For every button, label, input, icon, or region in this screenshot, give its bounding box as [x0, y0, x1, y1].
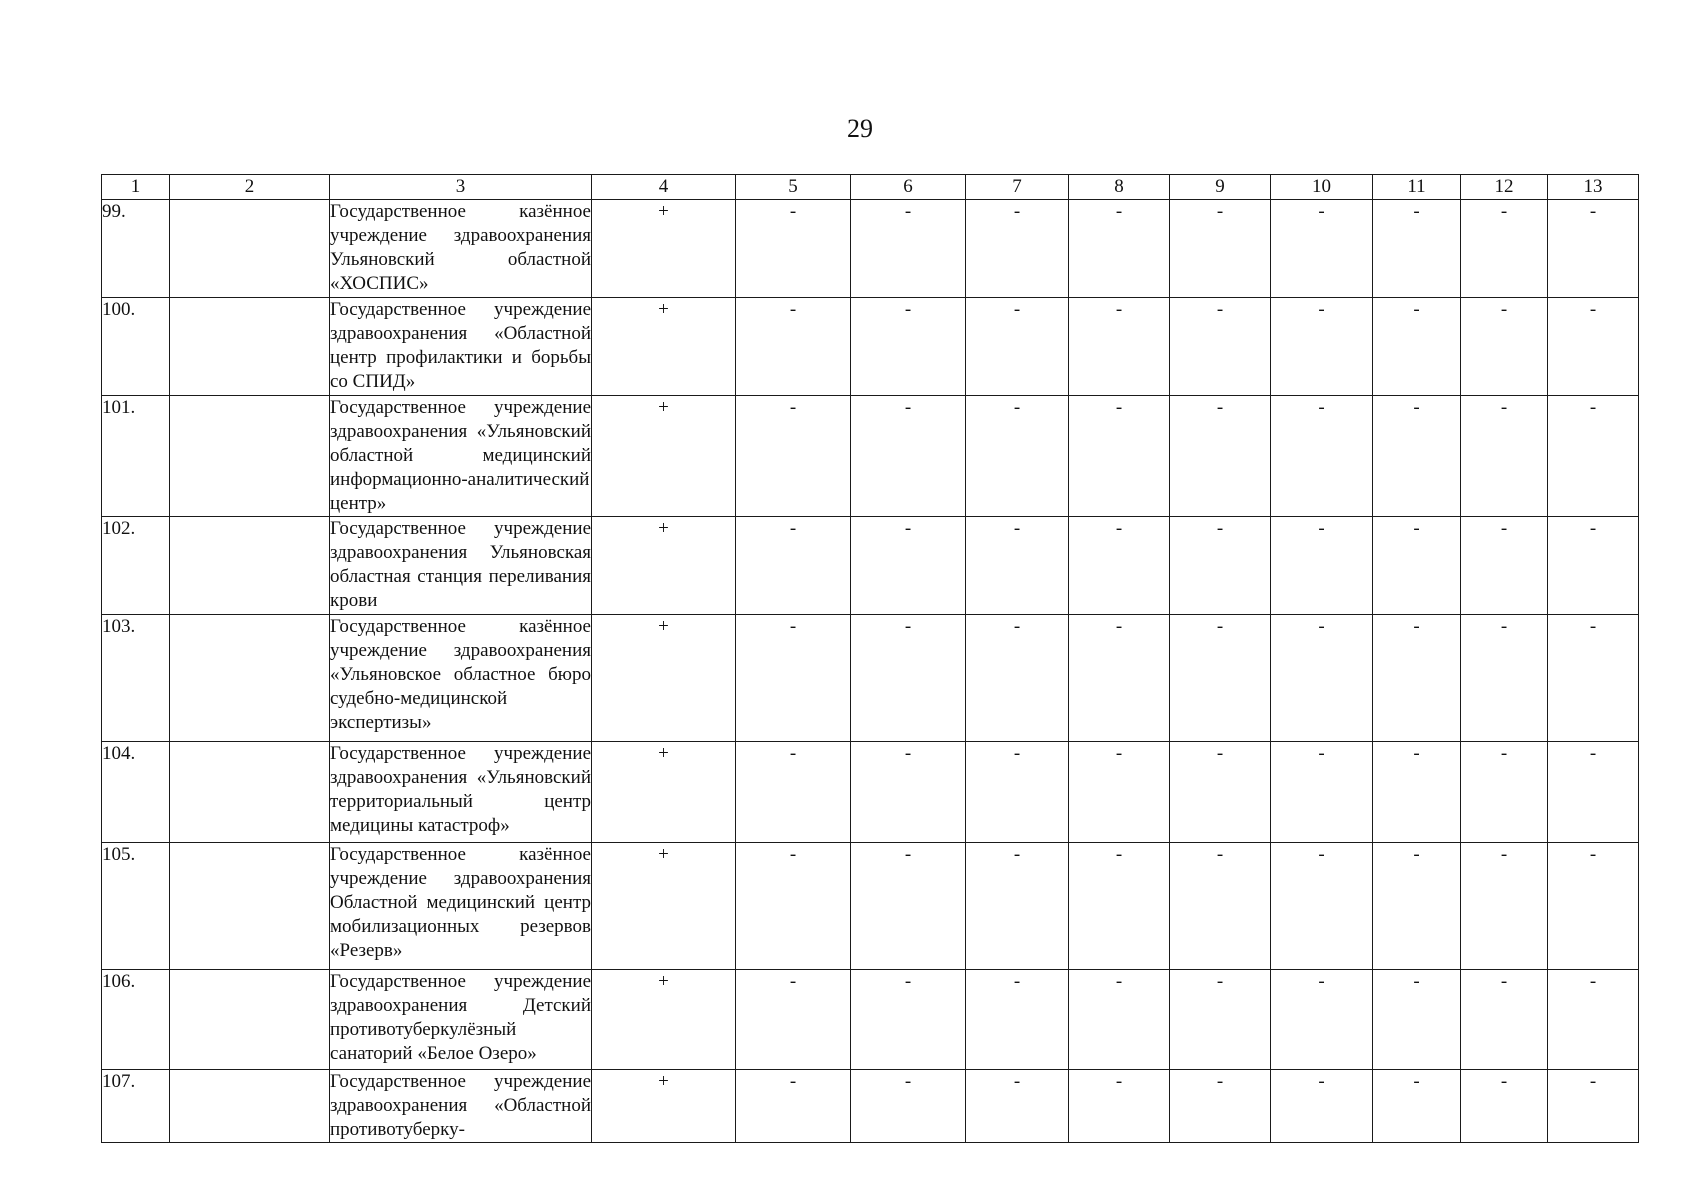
mark-cell: -	[851, 742, 966, 843]
mark-cell: -	[1461, 1070, 1548, 1143]
mark-cell: -	[1548, 1070, 1639, 1143]
row-number: 105.	[102, 843, 170, 970]
mark-cell: -	[1271, 615, 1373, 742]
row-number: 106.	[102, 970, 170, 1070]
col2-cell	[170, 843, 330, 970]
mark-cell: +	[592, 1070, 736, 1143]
mark-cell: -	[1069, 396, 1170, 517]
col2-cell	[170, 396, 330, 517]
mark-cell: +	[592, 200, 736, 298]
mark-cell: -	[1170, 843, 1271, 970]
col2-cell	[170, 970, 330, 1070]
mark-cell: +	[592, 970, 736, 1070]
mark-cell: -	[1170, 1070, 1271, 1143]
row-number: 100.	[102, 298, 170, 396]
mark-cell: -	[1271, 396, 1373, 517]
mark-cell: +	[592, 298, 736, 396]
mark-cell: +	[592, 843, 736, 970]
mark-cell: -	[1548, 615, 1639, 742]
mark-cell: -	[966, 200, 1069, 298]
mark-cell: -	[851, 396, 966, 517]
column-number-row	[102, 175, 1639, 200]
mark-cell: -	[1461, 970, 1548, 1070]
mark-cell: -	[1069, 843, 1170, 970]
mark-cell: -	[1461, 742, 1548, 843]
institution-name: Государственное учреждение здравоохранения Ульяновская областная станция переливания крови	[330, 517, 592, 615]
institution-name: Государственное учреждение здравоохранения «Областной центр профилактики и борьбы со СПИД»	[330, 298, 592, 396]
col2-cell	[170, 517, 330, 615]
mark-cell: -	[736, 298, 851, 396]
table-row	[102, 970, 1639, 1070]
mark-cell: -	[1069, 1070, 1170, 1143]
mark-cell: -	[1373, 396, 1461, 517]
mark-cell: -	[966, 1070, 1069, 1143]
column-header: 8	[1069, 175, 1170, 200]
col2-cell	[170, 298, 330, 396]
table-row	[102, 615, 1639, 742]
mark-cell: -	[1170, 396, 1271, 517]
mark-cell: -	[1271, 970, 1373, 1070]
row-number: 103.	[102, 615, 170, 742]
mark-cell: -	[1548, 298, 1639, 396]
mark-cell: -	[1548, 200, 1639, 298]
table-row	[102, 742, 1639, 843]
mark-cell: -	[966, 970, 1069, 1070]
mark-cell: -	[736, 615, 851, 742]
column-header: 10	[1271, 175, 1373, 200]
mark-cell: +	[592, 742, 736, 843]
mark-cell: -	[1069, 615, 1170, 742]
mark-cell: -	[1069, 517, 1170, 615]
mark-cell: -	[1170, 970, 1271, 1070]
column-header: 9	[1170, 175, 1271, 200]
institution-name: Государственное учреждение здравоохранения Детский противотуберкулёзный санаторий «Белое Озеро»	[330, 970, 592, 1070]
mark-cell: -	[736, 970, 851, 1070]
row-number: 101.	[102, 396, 170, 517]
mark-cell: -	[1548, 742, 1639, 843]
mark-cell: -	[1461, 298, 1548, 396]
mark-cell: -	[736, 843, 851, 970]
mark-cell: -	[966, 843, 1069, 970]
mark-cell: -	[1170, 200, 1271, 298]
mark-cell: -	[851, 843, 966, 970]
institution-name: Государственное учреждение здравоохранения «Ульяновский областной медицинский информационно-аналитический центр»	[330, 396, 592, 517]
mark-cell: -	[966, 742, 1069, 843]
mark-cell: -	[1170, 298, 1271, 396]
mark-cell: -	[851, 615, 966, 742]
mark-cell: +	[592, 517, 736, 615]
mark-cell: -	[736, 200, 851, 298]
table-row	[102, 396, 1639, 517]
table-row	[102, 298, 1639, 396]
mark-cell: -	[1069, 742, 1170, 843]
row-number: 102.	[102, 517, 170, 615]
col2-cell	[170, 742, 330, 843]
column-header: 1	[102, 175, 170, 200]
column-header: 6	[851, 175, 966, 200]
institution-name: Государственное казённое учреждение здравоохранения «Ульяновское областное бюро судебно-медицинской экспертизы»	[330, 615, 592, 742]
table-row	[102, 517, 1639, 615]
mark-cell: -	[1170, 615, 1271, 742]
mark-cell: -	[1373, 970, 1461, 1070]
institution-name: Государственное казённое учреждение здравоохранения Ульяновский областной «ХОСПИС»	[330, 200, 592, 298]
institutions-table	[101, 174, 1639, 1143]
mark-cell: -	[1373, 615, 1461, 742]
mark-cell: -	[736, 1070, 851, 1143]
mark-cell: -	[851, 200, 966, 298]
table-row	[102, 843, 1639, 970]
mark-cell: -	[1373, 200, 1461, 298]
mark-cell: -	[1170, 517, 1271, 615]
mark-cell: -	[736, 517, 851, 615]
mark-cell: -	[1373, 843, 1461, 970]
mark-cell: -	[851, 298, 966, 396]
col2-cell	[170, 1070, 330, 1143]
column-header: 7	[966, 175, 1069, 200]
mark-cell: -	[1271, 298, 1373, 396]
mark-cell: -	[851, 1070, 966, 1143]
mark-cell: -	[966, 298, 1069, 396]
mark-cell: -	[1271, 1070, 1373, 1143]
institution-name: Государственное учреждение здравоохранения «Областной противотуберку-	[330, 1070, 592, 1143]
mark-cell: -	[966, 615, 1069, 742]
mark-cell: -	[966, 396, 1069, 517]
column-header: 11	[1373, 175, 1461, 200]
mark-cell: -	[736, 396, 851, 517]
mark-cell: +	[592, 615, 736, 742]
mark-cell: -	[851, 970, 966, 1070]
table-row	[102, 200, 1639, 298]
column-header: 12	[1461, 175, 1548, 200]
mark-cell: -	[1069, 298, 1170, 396]
mark-cell: -	[1461, 517, 1548, 615]
row-number: 107.	[102, 1070, 170, 1143]
mark-cell: -	[1548, 970, 1639, 1070]
mark-cell: -	[1461, 843, 1548, 970]
col2-cell	[170, 200, 330, 298]
column-header: 13	[1548, 175, 1639, 200]
row-number: 99.	[102, 200, 170, 298]
institution-name: Государственное казённое учреждение здравоохранения Областной медицинский центр мобилизационных резервов «Резерв»	[330, 843, 592, 970]
mark-cell: -	[1271, 742, 1373, 843]
mark-cell: +	[592, 396, 736, 517]
mark-cell: -	[1069, 200, 1170, 298]
table-row	[102, 1070, 1639, 1143]
mark-cell: -	[1170, 742, 1271, 843]
col2-cell	[170, 615, 330, 742]
column-header: 5	[736, 175, 851, 200]
mark-cell: -	[851, 517, 966, 615]
column-header: 2	[170, 175, 330, 200]
row-number: 104.	[102, 742, 170, 843]
mark-cell: -	[966, 517, 1069, 615]
mark-cell: -	[1069, 970, 1170, 1070]
mark-cell: -	[1373, 517, 1461, 615]
institution-name: Государственное учреждение здравоохранения «Ульяновский территориальный центр медицины катастроф»	[330, 742, 592, 843]
column-header: 4	[592, 175, 736, 200]
mark-cell: -	[1548, 517, 1639, 615]
page-number: 29	[847, 114, 873, 143]
mark-cell: -	[1548, 843, 1639, 970]
mark-cell: -	[1271, 843, 1373, 970]
mark-cell: -	[1548, 396, 1639, 517]
mark-cell: -	[1373, 742, 1461, 843]
mark-cell: -	[1373, 298, 1461, 396]
mark-cell: -	[1461, 615, 1548, 742]
mark-cell: -	[1461, 200, 1548, 298]
mark-cell: -	[1461, 396, 1548, 517]
mark-cell: -	[736, 742, 851, 843]
mark-cell: -	[1373, 1070, 1461, 1143]
column-header: 3	[330, 175, 592, 200]
mark-cell: -	[1271, 200, 1373, 298]
mark-cell: -	[1271, 517, 1373, 615]
